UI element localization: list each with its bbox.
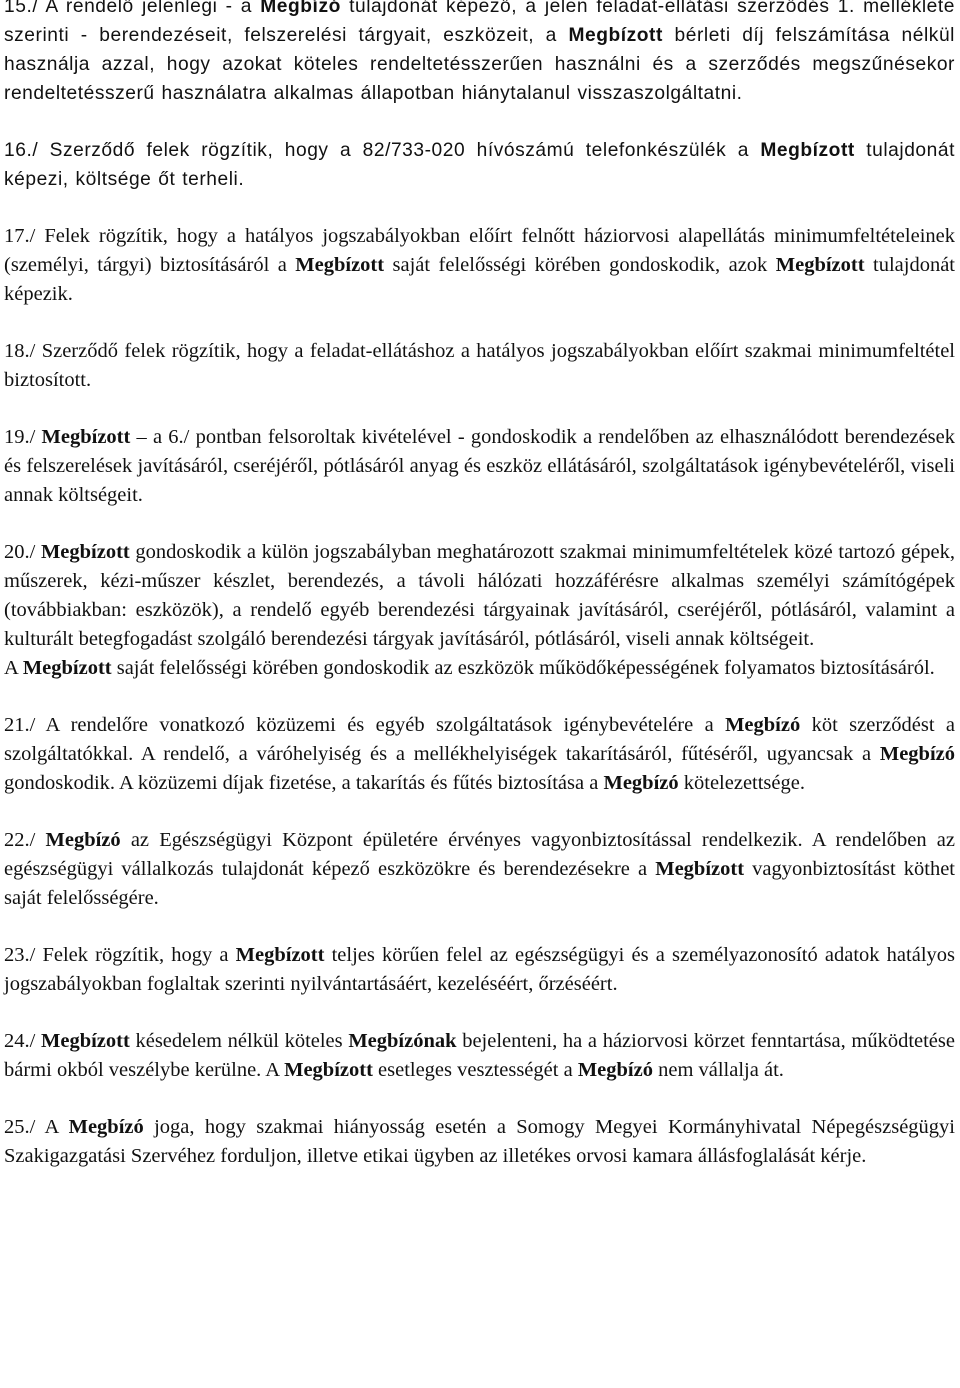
text-run: késedelem nélkül köteles bbox=[129, 1030, 349, 1052]
text-run: 22./ bbox=[4, 829, 46, 851]
bold-term: Megbízó bbox=[577, 1059, 653, 1081]
text-run: nem vállalja át. bbox=[652, 1059, 784, 1081]
text-run: gondoskodik a külön jogszabályban meghatározott szakmai minimumfeltételek közé tartozó gépek, műszerek, kézi-műszer készlet, berendezés, a távoli hálózati hozzáférésre alkalmas személyi számítógépek (továbbiakban: eszközök), a rendelő egyéb berendezési tárgyainak javításáról, cseréjéről, pótlásáról, valamint a kulturált betegfogadást szolgáló berendezési tárgyak javításáról, pótlásáról, viseli annak költségeit. bbox=[4, 541, 955, 650]
text-run: az Egészségügyi Központ épületére érvényes vagyonbiztosítással rendelkezik. A rendelőben az egészségügyi vállalkozás tulajdonát képező eszközökre és berendezésekre a bbox=[4, 829, 955, 880]
paragraph-p23 bbox=[4, 941, 955, 999]
text-run: joga, hogy szakmai hiányosság esetén a Somogy Megyei Kormányhivatal Népegészségügyi Szakigazgatási Szervéhez forduljon, illetve etikai ügyben az illetékes orvosi kamara állásfoglalását kérje. bbox=[4, 1116, 955, 1167]
bold-term: Megbízott bbox=[284, 1059, 373, 1081]
text-run: saját felelősségi körében gondoskodik az eszközök működőképességének folyamatos biztosításáról. bbox=[111, 657, 935, 679]
text-run: bérleti díj felszámítása nélkül használja azzal, hogy azokat köteles rendeltetésszerűen használni és a szerződés megszűnésekor rendeltetésszerű használatra alkalmas állapotban hiánytalanul visszaszolgáltatni. bbox=[4, 25, 955, 104]
text-run: 19./ bbox=[4, 426, 42, 448]
bold-term: Megbízott bbox=[655, 858, 745, 880]
paragraph-p17 bbox=[4, 222, 955, 309]
text-run: tulajdonát képezik. bbox=[4, 254, 955, 305]
text-run: – a 6./ pontban felsoroltak kivételével - gondoskodik a rendelőben az elhasználódott berendezések és felszerelések javításáról, cseréjéről, pótlásáról anyag és eszköz ellátásáról, szolgáltatások igénybevételéről, viseli annak költségeit. bbox=[4, 426, 955, 506]
bold-term: Megbízónak bbox=[348, 1030, 457, 1052]
bold-term: Megbízott bbox=[775, 254, 865, 276]
text-run: saját felelősségi körében gondoskodik, azok bbox=[384, 254, 776, 276]
text-run: A bbox=[4, 657, 23, 679]
paragraph-p25 bbox=[4, 1113, 955, 1171]
bold-term: Megbízott bbox=[22, 657, 112, 679]
text-run: 15./ A rendelő jelenlegi - a bbox=[4, 0, 261, 17]
bold-term: Megbízó bbox=[603, 772, 679, 794]
text-run: tulajdonát képezi, költsége őt terheli. bbox=[4, 140, 955, 190]
bold-term: Megbízó bbox=[879, 743, 955, 765]
bold-term: Megbízó bbox=[68, 1116, 144, 1138]
text-run: 25./ A bbox=[4, 1116, 69, 1138]
text-run: kötelezettsége. bbox=[678, 772, 805, 794]
paragraph-p16 bbox=[4, 136, 955, 194]
bold-term: Megbízó bbox=[260, 0, 341, 17]
paragraph-p15 bbox=[4, 0, 955, 108]
paragraph-p20b bbox=[4, 654, 955, 683]
bold-term: Megbízó bbox=[725, 714, 801, 736]
paragraph-p21 bbox=[4, 711, 955, 798]
paragraph-p18 bbox=[4, 337, 955, 395]
text-run: 18./ Szerződő felek rögzítik, hogy a feladat-ellátáshoz a hatályos jogszabályokban előírt szakmai minimumfeltétel biztosított. bbox=[4, 340, 955, 391]
text-run: 20./ bbox=[4, 541, 41, 563]
paragraph-p22 bbox=[4, 826, 955, 913]
paragraph-p24 bbox=[4, 1027, 955, 1085]
text-run: teljes körűen felel az egészségügyi és a személyazonosító adatok hatályos jogszabályokban foglaltak szerinti nyilvántartásáért, kezeléséért, őrzéséért. bbox=[4, 944, 956, 995]
text-run: gondoskodik. A közüzemi díjak fizetése, a takarítás és fűtés biztosítása a bbox=[4, 772, 604, 794]
text-run: vagyonbiztosítást köthet saját felelősségére. bbox=[4, 858, 955, 909]
text-run: 23./ Felek rögzítik, hogy a bbox=[4, 944, 236, 966]
bold-term: Megbízott bbox=[760, 140, 855, 161]
bold-term: Megbízott bbox=[568, 25, 663, 46]
paragraph-p19 bbox=[4, 423, 955, 510]
paragraph-p20 bbox=[4, 538, 955, 654]
bold-term: Megbízott bbox=[40, 541, 130, 563]
text-run: 24./ bbox=[4, 1030, 41, 1052]
bold-term: Megbízott bbox=[41, 426, 131, 448]
bold-term: Megbízott bbox=[295, 254, 385, 276]
bold-term: Megbízott bbox=[235, 944, 325, 966]
text-run: tulajdonát képező, a jelen feladat-ellátási szerződés 1. melléklete szerinti - berendezéseit, felszerelési tárgyait, eszközeit, a bbox=[4, 0, 955, 46]
text-run: 17./ Felek rögzítik, hogy a hatályos jogszabályokban előírt felnőtt háziorvosi alapellátás minimumfeltételeinek (személyi, tárgyi) biztosításáról a bbox=[4, 225, 955, 276]
bold-term: Megbízó bbox=[45, 829, 121, 851]
text-run: köt szerződést a szolgáltatókkal. A rendelő, a váróhelyiség és a mellékhelyiségek takarításáról, fűtéséről, ugyancsak a bbox=[4, 714, 955, 765]
text-run: 16./ Szerződő felek rögzítik, hogy a 82/733-020 hívószámú telefonkészülék a bbox=[4, 140, 761, 161]
text-run: esetleges vesztességét a bbox=[372, 1059, 578, 1081]
text-run: 21./ A rendelőre vonatkozó közüzemi és egyéb szolgáltatások igénybevételére a bbox=[4, 714, 726, 736]
bold-term: Megbízott bbox=[41, 1030, 130, 1052]
text-run: bejelenteni, ha a háziorvosi körzet fenntartása, működtetése bármi okból veszélybe kerülne. A bbox=[4, 1030, 955, 1081]
